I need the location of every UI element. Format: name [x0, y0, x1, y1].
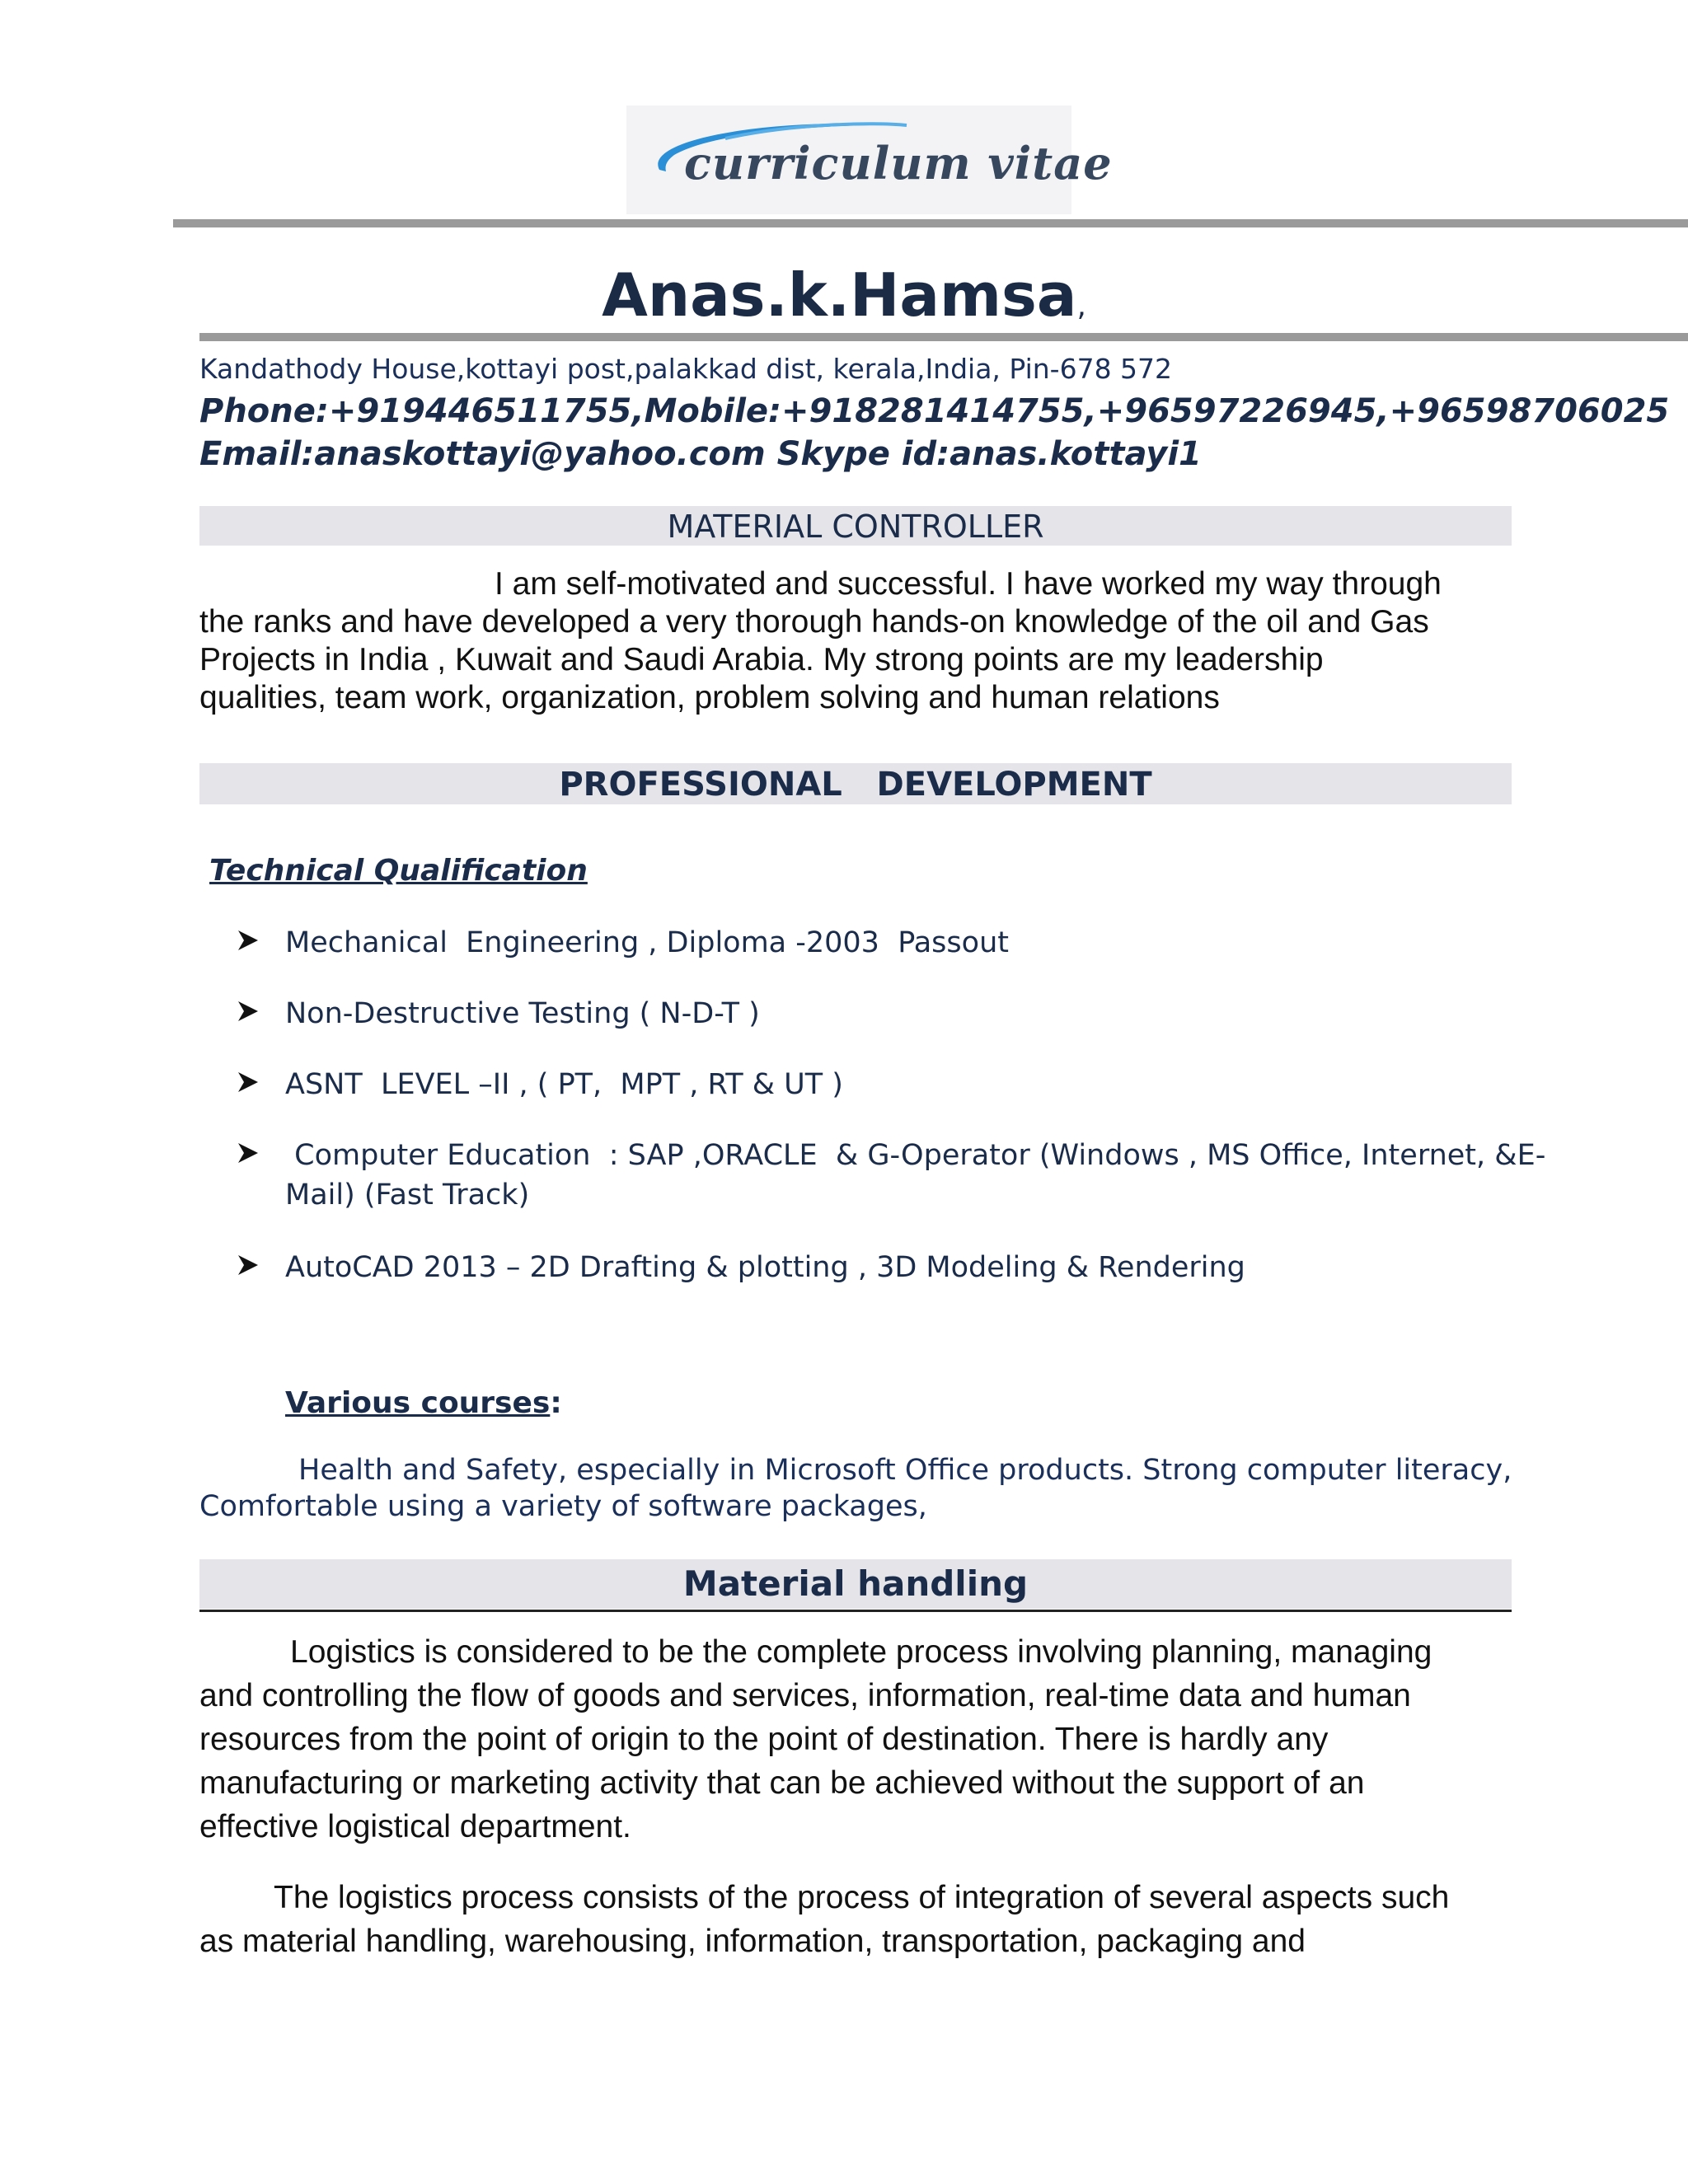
qualification-text: ASNT LEVEL –II , ( PT, MPT , RT & UT ): [285, 1068, 843, 1101]
technical-qualification-heading: Technical Qualification: [209, 854, 588, 888]
various-courses-heading: [285, 1386, 562, 1420]
summary-paragraph: [199, 565, 1518, 717]
name-rule: [199, 333, 1688, 341]
logistics-line: as material handling, warehousing, information, transportation, packaging and: [199, 1924, 1306, 1959]
arrowhead-bullet-icon: [236, 928, 260, 953]
arrowhead-bullet-icon: [236, 1141, 260, 1165]
courses-line: Health and Safety, especially in Microsoft Office products. Strong computer literacy,: [298, 1454, 1512, 1487]
professional-development-band: [199, 763, 1512, 804]
summary-line: I am self-motivated and successful. I have worked my way through: [495, 566, 1442, 602]
logistics-line: effective logistical department.: [199, 1809, 631, 1844]
qualification-text: Mechanical Engineering , Diploma -2003 Passout: [285, 926, 1009, 959]
section-underline: [199, 1610, 1512, 1612]
arrowhead-bullet-icon: [236, 1070, 260, 1094]
qualification-text: Computer Education : SAP ,ORACLE & G-Operator (Windows , MS Office, Internet, &E-: [285, 1139, 1546, 1172]
name-text: Anas.k.Hamsa: [602, 260, 1077, 330]
logistics-paragraph: [199, 1630, 1518, 1849]
summary-line: the ranks and have developed a very thorough hands-on knowledge of the oil and Gas: [199, 604, 1429, 640]
logo-text: curriculum vitae: [684, 137, 1113, 190]
qualification-text: Non-Destructive Testing ( N-D-T ): [285, 997, 760, 1030]
logistics-line: Logistics is considered to be the complete process involving planning, managing: [290, 1634, 1432, 1670]
email-line: Email:anaskottayi@yahoo.com Skype id:anas.kottayi1: [199, 435, 1202, 473]
summary-line: qualities, team work, organization, problem solving and human relations: [199, 680, 1220, 715]
arrowhead-bullet-icon: [236, 1253, 260, 1277]
logistics-line: The logistics process consists of the process of integration of several aspects such: [274, 1880, 1450, 1915]
courses-label: Various courses: [285, 1386, 551, 1420]
courses-line: Comfortable using a variety of software packages,: [199, 1490, 927, 1523]
material-handling-band: Material handling: [199, 1559, 1512, 1609]
job-title-band: MATERIAL CONTROLLER: [199, 506, 1512, 546]
curriculum-vitae-logo: [626, 105, 1113, 214]
logistics-line: and controlling the flow of goods and services, information, real-time data and human: [199, 1678, 1411, 1713]
logistics-process-paragraph: [199, 1876, 1518, 1963]
top-rule: [173, 219, 1688, 227]
section-title: PROFESSIONAL DEVELOPMENT: [559, 766, 1152, 804]
candidate-name: [0, 260, 1688, 330]
summary-line: Projects in India , Kuwait and Saudi Arabia. My strong points are my leadership: [199, 642, 1324, 677]
phone-line: Phone:+919446511755,Mobile:+918281414755,+96597226945,+96598706025: [199, 392, 1670, 430]
logistics-line: resources from the point of origin to the point of destination. There is hardly any: [199, 1722, 1329, 1757]
name-suffix: ,: [1076, 289, 1086, 323]
address-line: Kandathody House,kottayi post,palakkad dist, kerala,India, Pin-678 572: [199, 353, 1173, 385]
qualification-text: AutoCAD 2013 – 2D Drafting & plotting , 3D Modeling & Rendering: [285, 1251, 1245, 1284]
arrowhead-bullet-icon: [236, 999, 260, 1024]
courses-colon: :: [550, 1386, 562, 1420]
qualification-text: Mail) (Fast Track): [285, 1179, 530, 1212]
logistics-line: manufacturing or marketing activity that can be achieved without the support of an: [199, 1765, 1365, 1801]
courses-description: [199, 1452, 1512, 1525]
